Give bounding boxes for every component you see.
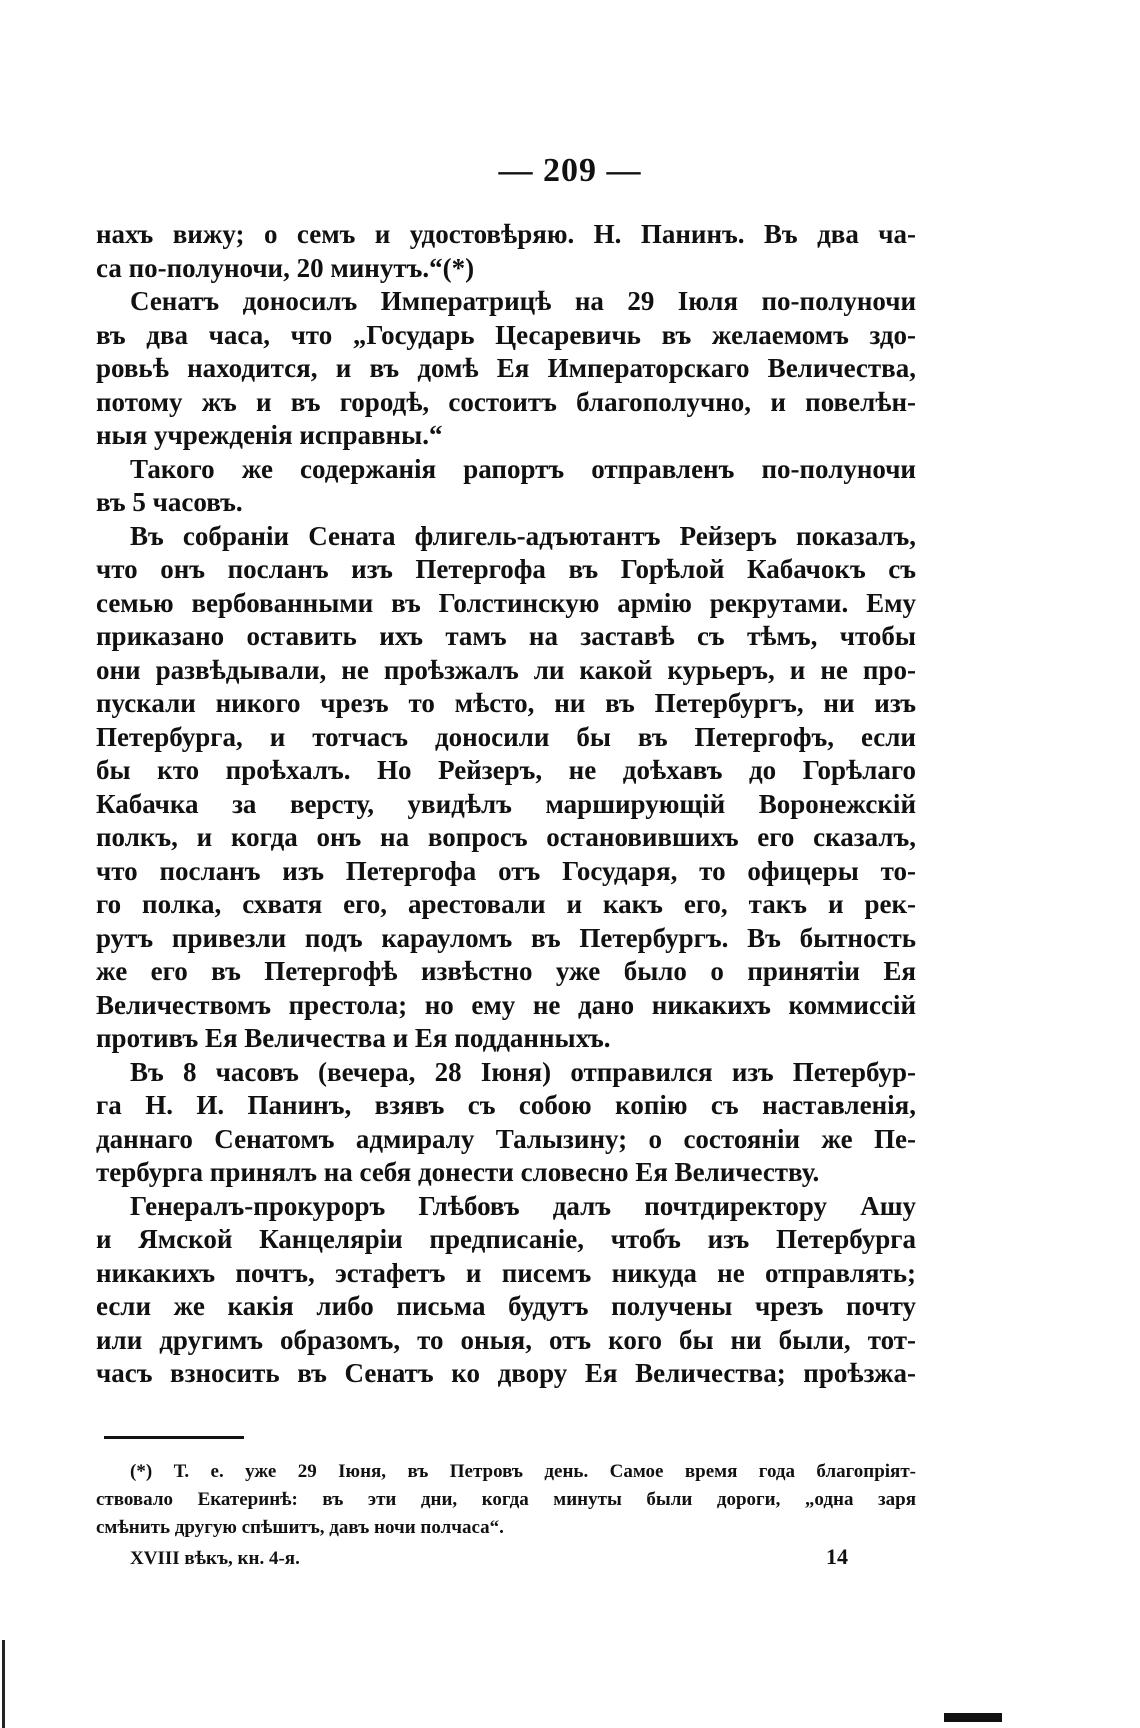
- text-line: что онъ посланъ изъ Петергофа въ Горѣлой Кабачокъ съ: [96, 554, 916, 584]
- page-number: — 209 —: [498, 152, 642, 189]
- footnote-line: (*) Т. е. уже 29 Іюня, въ Петровъ день. Самое время года благопріят-: [130, 1461, 916, 1482]
- paragraph: [96, 218, 916, 285]
- text-line: Въ 8 часовъ (вечера, 28 Іюня) отправился изъ Петербур-: [130, 1056, 916, 1087]
- text-line: Въ собраніи Сената флигель-адъютантъ Рейзеръ показалъ,: [130, 520, 916, 551]
- text-line: даннаго Сенатомъ адмиралу Талызину; о состояніи же Пе-: [96, 1123, 916, 1154]
- body-text: [96, 218, 916, 1391]
- text-line: пускали никого чрезъ то мѣсто, ни въ Петербургъ, ни изъ: [96, 688, 916, 718]
- paragraph: [96, 453, 916, 520]
- text-line: Генералъ-прокуроръ Глѣбовъ далъ почтдиректору Ашу: [130, 1190, 916, 1221]
- text-line: или другимъ образомъ, то оныя, отъ кого бы ни были, тот-: [96, 1324, 916, 1355]
- text-line: Величествомъ престола; но ему не дано никакихъ коммиссій: [96, 989, 916, 1020]
- text-line: и Ямской Канцеляріи предписаніе, чтобъ изъ Петербурга: [96, 1224, 916, 1254]
- text-line: тербурга принялъ на себя донести словесно Ея Величеству.: [96, 1157, 820, 1187]
- printer-signature: XVIII вѣкъ, кн. 4-я.: [130, 1548, 300, 1569]
- text-line: нахъ вижу; о семъ и удостовѣряю. Н. Панинъ. Въ два ча-: [96, 219, 916, 249]
- text-line: бы кто проѣхалъ. Но Рейзеръ, не доѣхавъ до Горѣлаго: [96, 755, 916, 785]
- text-line: семью вербованными въ Голстинскую армію рекрутами. Ему: [96, 587, 916, 618]
- scan-artifact-bar: [944, 1713, 1002, 1722]
- footnote-rule: [104, 1436, 244, 1439]
- text-line: часъ взносить въ Сенатъ ко двору Ея Величества; проѣзжа-: [96, 1358, 916, 1388]
- text-line: рутъ привезли подъ карауломъ въ Петербургъ. Въ бытность: [96, 922, 916, 953]
- text-line: ныя учрежденія исправны.“: [96, 420, 443, 450]
- text-line: они развѣдывали, не проѣзжалъ ли какой курьеръ, и не про-: [96, 654, 916, 685]
- text-line: потому жъ и въ городѣ, состоитъ благополучно, и повелѣн-: [96, 386, 916, 417]
- text-line: Кабачка за версту, увидѣлъ марширующій Воронежскій: [96, 788, 916, 819]
- text-line: Такого же содержанія рапортъ отправленъ по-полуночи: [130, 453, 916, 484]
- scan-artifact-edge: [2, 1640, 5, 1728]
- text-line: полкъ, и когда онъ на вопросъ остановившихъ его сказалъ,: [96, 822, 916, 852]
- text-line: что посланъ изъ Петергофа отъ Государя, то офицеры то-: [96, 855, 916, 886]
- text-line: приказано оставить ихъ тамъ на заставѣ съ тѣмъ, чтобы: [96, 621, 916, 651]
- paragraph: [96, 1056, 916, 1190]
- text-line: въ 5 часовъ.: [96, 487, 243, 517]
- paragraph: [96, 520, 916, 1056]
- text-line: га Н. И. Панинъ, взявъ съ собою копію съ наставленія,: [96, 1090, 916, 1120]
- sheet-number: 14: [826, 1544, 848, 1569]
- footnote-line: ствовало Екатеринѣ: въ эти дни, когда минуты были дороги, „одна заря: [96, 1489, 916, 1510]
- footnote: [96, 1458, 916, 1542]
- text-line: ровьѣ находится, и въ домѣ Ея Императорскаго Величества,: [96, 353, 916, 383]
- text-line: Петербурга, и тотчасъ доносили бы въ Петергофъ, если: [96, 721, 916, 752]
- text-line: Сенатъ доносилъ Императрицѣ на 29 Іюля по-полуночи: [130, 286, 916, 316]
- text-line: же его въ Петергофѣ извѣстно уже было о принятіи Ея: [96, 956, 916, 986]
- paragraph: [96, 285, 916, 453]
- text-line: если же какія либо письма будутъ получены чрезъ почту: [96, 1291, 916, 1321]
- paragraph: [96, 1190, 916, 1391]
- text-line: никакихъ почтъ, эстафетъ и писемъ никуда не отправлять;: [96, 1257, 916, 1288]
- footnote-line: смѣнить другую спѣшитъ, давъ ночи полчаса“.: [96, 1517, 504, 1538]
- text-line: противъ Ея Величества и Ея подданныхъ.: [96, 1023, 611, 1053]
- text-line: го полка, схватя его, арестовали и какъ его, такъ и рек-: [96, 889, 916, 919]
- text-line: въ два часа, что „Государь Цесаревичь въ желаемомъ здо-: [96, 319, 916, 350]
- text-line: са по-полуночи, 20 минутъ.“(*): [96, 252, 475, 283]
